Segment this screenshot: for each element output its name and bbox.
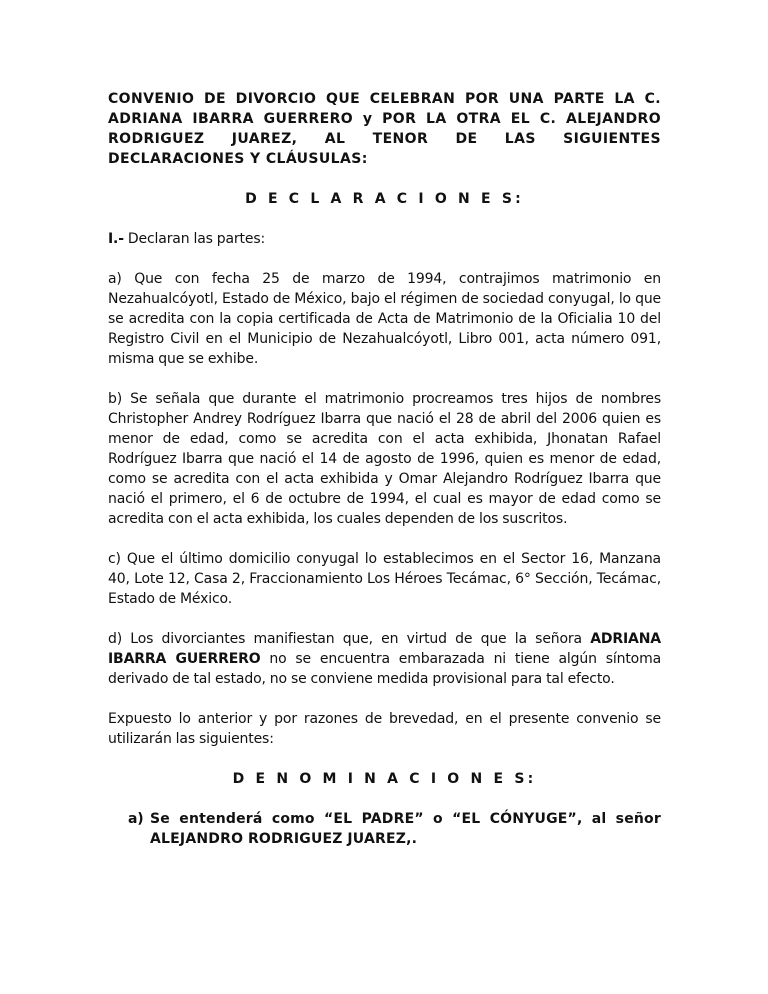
- paragraph-expuesto: Expuesto lo anterior y por razones de brevedad, en el presente convenio se utilizarán las siguientes:: [108, 711, 661, 747]
- denominacion-a: [108, 809, 661, 849]
- paragraph-d-before: d) Los divorciantes manifiestan que, en virtud de que la señora: [108, 631, 591, 647]
- title-line-4: DECLARACIONES Y CLÁUSULAS:: [108, 151, 368, 167]
- title-line-2: ADRIANA IBARRA GUERRERO y POR LA OTRA EL C. ALEJANDRO: [108, 111, 661, 127]
- paragraph-d: [108, 629, 661, 689]
- declaraciones-heading: D E C L A R A C I O N E S:: [245, 191, 524, 207]
- paragraph-c: c) Que el último domicilio conyugal lo establecimos en el Sector 16, Manzana 40, Lote 12, Casa 2, Fraccionamiento Los Héroes Tecámac, 6° Sección, Tecámac, Estado de México.: [108, 551, 661, 607]
- denominacion-a-text: Se entenderá como “EL PADRE” o “EL CÓNYUGE”, al señor ALEJANDRO RODRIGUEZ JUAREZ,.: [150, 811, 661, 847]
- title-line-3: RODRIGUEZ JUAREZ, AL TENOR DE LAS SIGUIENTES: [108, 131, 661, 147]
- paragraph-a: a) Que con fecha 25 de marzo de 1994, contrajimos matrimonio en Nezahualcóyotl, Estado de México, bajo el régimen de sociedad conyugal, lo que se acredita con la copia certificada de Acta de Matrimonio de la Oficialia 10 del Registro Civil en el Municipio de Nezahualcóyotl, Libro 001, acta número 091, misma que se exhibe.: [108, 271, 661, 367]
- document-body: [108, 89, 661, 869]
- title-line-1: CONVENIO DE DIVORCIO QUE CELEBRAN POR UNA PARTE LA C.: [108, 91, 661, 107]
- section-one: [108, 229, 661, 249]
- denominacion-a-marker: a): [128, 811, 144, 827]
- paragraph-b: b) Se señala que durante el matrimonio procreamos tres hijos de nombres Christopher Andrey Rodríguez Ibarra que nació el 28 de abril del 2006 quien es menor de edad, como se acredita con el acta exhibida, Jhonatan Rafael Rodríguez Ibarra que nació el 14 de agosto de 1996, quien es menor de edad, como se acredita con el acta exhibida y Omar Alejandro Rodríguez Ibarra que nació el primero, el 6 de octubre de 1994, el cual es mayor de edad como se acredita con el acta exhibida, los cuales dependen de los suscritos.: [108, 391, 661, 527]
- section-one-text: Declaran las partes:: [123, 231, 266, 247]
- denominaciones-heading: D E N O M I N A C I O N E S:: [232, 771, 537, 787]
- paragraph-d-after: no se encuentra embarazada ni tiene algún síntoma derivado de tal estado, no se conviene medida provisional para tal efecto.: [108, 651, 661, 687]
- paragraph-d-name: ADRIANA IBARRA GUERRERO: [108, 631, 661, 667]
- section-one-label: I.-: [108, 231, 124, 247]
